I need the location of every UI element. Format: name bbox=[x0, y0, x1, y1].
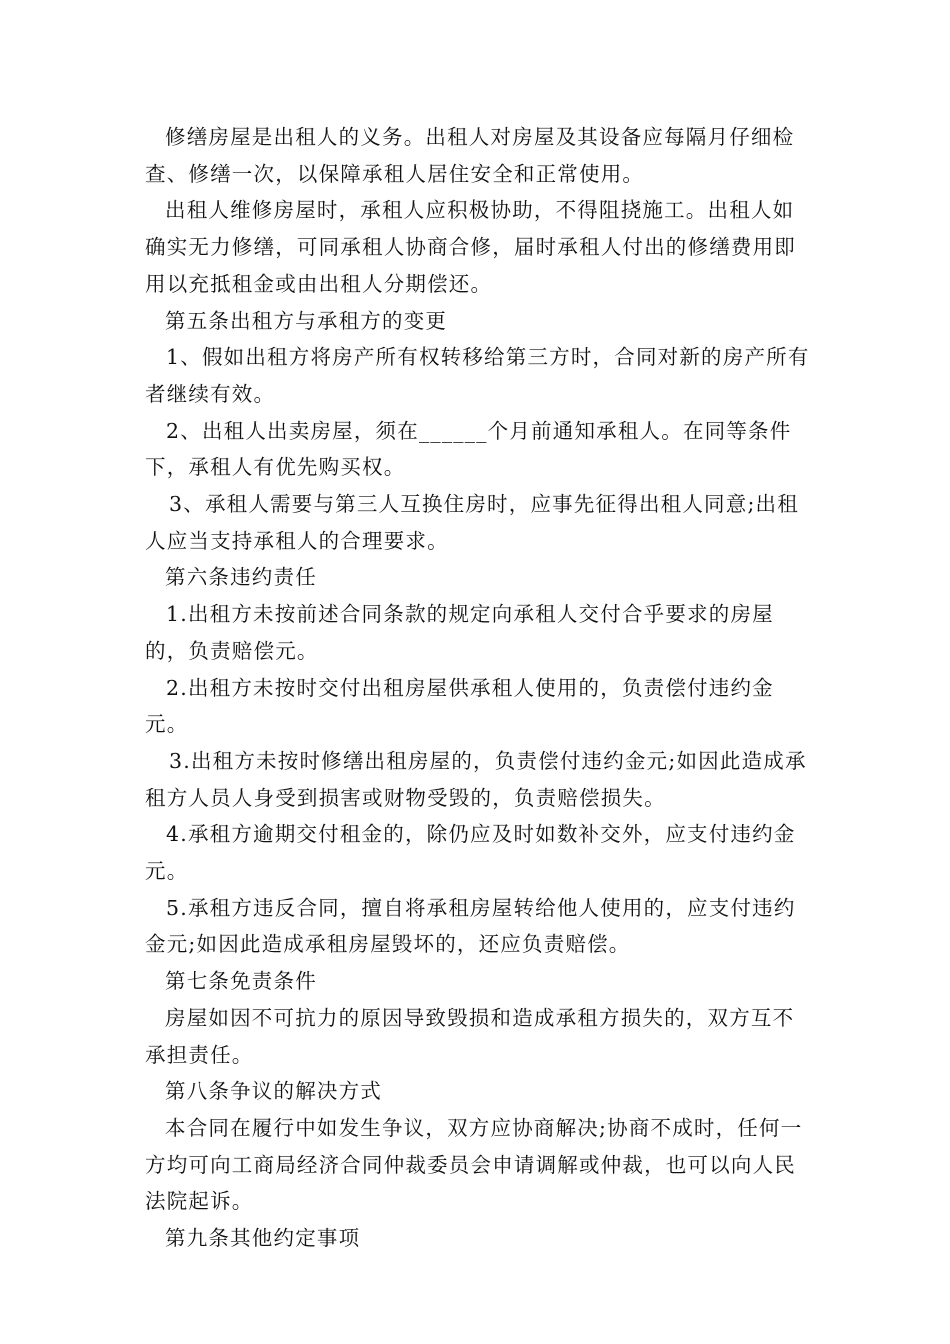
section-heading-article-9: 第九条其他约定事项 bbox=[165, 1226, 361, 1251]
clause-6-2: 2.出租方未按时交付出租房屋供承租人使用的，负责偿付违约金元。 bbox=[145, 675, 774, 737]
clause-6-1: 1.出租方未按前述合同条款的规定向承租人交付合乎要求的房屋的，负责赔偿元。 bbox=[145, 602, 774, 663]
paragraph-dispute-resolution: 本合同在履行中如发生争议，双方应协商解决;协商不成时，任何一方均可向工商局经济合同仲裁委员会申请调解或仲裁，也可以向人民法院起诉。 bbox=[145, 1115, 803, 1214]
section-heading-article-7: 第七条免责条件 bbox=[165, 969, 317, 994]
paragraph-force-majeure: 房屋如因不可抗力的原因导致毁损和造成承租方损失的，双方互不承担责任。 bbox=[145, 1005, 795, 1067]
section-heading-article-8: 第八条争议的解决方式 bbox=[165, 1079, 382, 1104]
clause-5-3: 3、承租人需要与第三人互换住房时，应事先征得出租人同意;出租人应当支持承租人的合理要求。 bbox=[145, 492, 799, 553]
clause-6-3: 3.出租方未按时修缮出租房屋的，负责偿付违约金元;如因此造成承租方人员人身受到损害或财物受毁的，负责赔偿损失。 bbox=[145, 748, 807, 810]
clause-5-2: 2、出租人出卖房屋，须在______个月前通知承租人。在同等条件下，承租人有优先购买权。 bbox=[145, 418, 792, 480]
clause-6-4: 4.承租方逾期交付租金的，除仍应及时如数补交外，应支付违约金元。 bbox=[145, 822, 796, 884]
clause-6-5: 5.承租方违反合同，擅自将承租房屋转给他人使用的，应支付违约金元;如因此造成承租房屋毁坏的，还应负责赔偿。 bbox=[145, 895, 796, 957]
document-body bbox=[145, 119, 810, 1257]
paragraph-repair-cooperation: 出租人维修房屋时，承租人应积极协助，不得阻挠施工。出租人如确实无力修缮，可同承租人协商合修，届时承租人付出的修缮费用即用以充抵租金或由出租人分期偿还。 bbox=[145, 198, 796, 296]
section-heading-article-6: 第六条违约责任 bbox=[165, 565, 317, 590]
section-heading-article-5: 第五条出租方与承租方的变更 bbox=[165, 308, 448, 333]
clause-5-1: 1、假如出租方将房产所有权转移给第三方时，合同对新的房产所有者继续有效。 bbox=[145, 345, 810, 406]
paragraph-repair-duty: 修缮房屋是出租人的义务。出租人对房屋及其设备应每隔月仔细检查、修缮一次，以保障承租人居住安全和正常使用。 bbox=[145, 125, 795, 186]
